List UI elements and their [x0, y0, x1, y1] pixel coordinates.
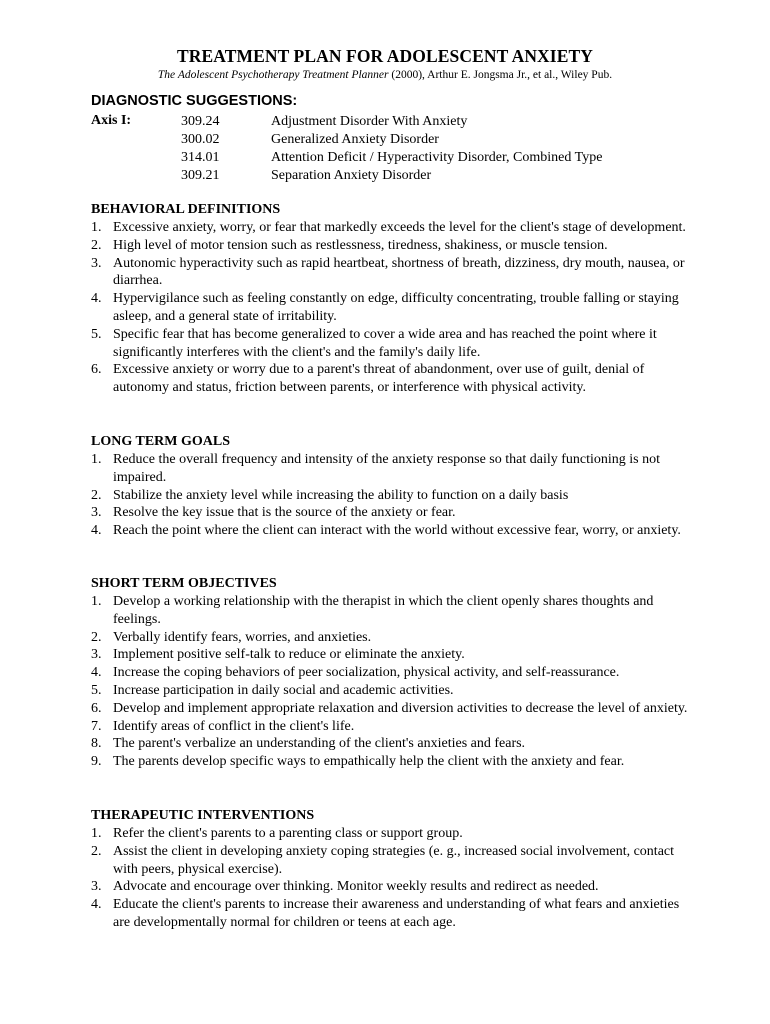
list-item	[91, 451, 691, 487]
item-number: 4.	[91, 665, 102, 681]
item-text: Resolve the key issue that is the source of the anxiety or fear.	[113, 505, 456, 521]
diagnosis-code: 309.24	[181, 114, 220, 129]
diagnosis-row	[181, 167, 602, 185]
item-text: Reduce the overall frequency and intensity of the anxiety response so that daily functioning is not impaired.	[113, 452, 661, 485]
item-number: 1.	[91, 826, 102, 841]
item-number: 7.	[91, 718, 102, 734]
diagnosis-row	[181, 113, 602, 131]
item-text: The parent's verbalize an understanding of the client's anxieties and fears.	[113, 736, 526, 752]
list-item	[91, 487, 691, 505]
list-item	[91, 593, 691, 629]
item-text: Implement positive self-talk to reduce or eliminate the anxiety.	[113, 647, 465, 663]
item-number: 4.	[91, 897, 102, 913]
list-item	[91, 326, 691, 362]
item-number: 1.	[91, 594, 102, 609]
diagnosis-description: Attention Deficit / Hyperactivity Disorder, Combined Type	[271, 150, 603, 165]
source-citation	[0, 69, 770, 81]
list-item	[91, 664, 691, 682]
item-number: 3.	[91, 255, 102, 271]
item-number: 2.	[91, 237, 102, 253]
axis-label: Axis I:	[91, 113, 132, 128]
list-item	[91, 896, 691, 932]
list-item	[91, 878, 691, 896]
list-item	[91, 700, 691, 718]
item-number: 2.	[91, 629, 102, 645]
item-number: 3.	[91, 505, 102, 521]
diagnosis-row	[181, 131, 602, 149]
long-term-goals-section	[91, 433, 691, 540]
list-item	[91, 753, 691, 771]
item-text: High level of motor tension such as restlessness, tiredness, shakiness, or muscle tension.	[113, 237, 608, 253]
item-text: Excessive anxiety, worry, or fear that markedly exceeds the level for the client's stage of development.	[113, 220, 686, 235]
item-text: Verbally identify fears, worries, and anxieties.	[113, 629, 372, 645]
item-number: 1.	[91, 220, 102, 235]
item-text: Increase the coping behaviors of peer socialization, physical activity, and self-reassurance.	[113, 665, 620, 681]
item-number: 3.	[91, 647, 102, 663]
therapeutic-interventions-section	[91, 807, 691, 932]
item-text: Autonomic hyperactivity such as rapid heartbeat, shortness of breath, dizziness, dry mouth, nausea, or diarrhea.	[113, 255, 685, 289]
item-text: Hypervigilance such as feeling constantly on edge, difficulty concentrating, trouble falling or staying asleep, and a general state of irritability.	[113, 291, 679, 324]
item-number: 3.	[91, 879, 102, 895]
item-number: 6.	[91, 700, 102, 716]
diagnosis-description: Generalized Anxiety Disorder	[271, 132, 439, 147]
diagnosis-description: Adjustment Disorder With Anxiety	[271, 114, 468, 129]
list-item	[91, 735, 691, 753]
short-term-objectives-heading: SHORT TERM OBJECTIVES	[91, 576, 277, 591]
list-item	[91, 646, 691, 664]
item-text: The parents develop specific ways to empathically help the client with the anxiety and fear.	[113, 754, 625, 770]
document-title: TREATMENT PLAN FOR ADOLESCENT ANXIETY	[176, 46, 593, 66]
list-item	[91, 255, 691, 291]
diagnosis-code: 314.01	[181, 150, 220, 165]
item-number: 2.	[91, 843, 102, 859]
therapeutic-interventions-heading: THERAPEUTIC INTERVENTIONS	[91, 808, 315, 823]
list-item	[91, 843, 691, 879]
behavioral-definitions-heading: BEHAVIORAL DEFINITIONS	[91, 202, 281, 217]
list-item	[91, 718, 691, 736]
diagnosis-code: 300.02	[181, 132, 220, 147]
item-text: Educate the client's parents to increase their awareness and understanding of what fears and anxieties are developmentally normal for children or teens at each age.	[113, 897, 680, 930]
source-details: (2000), Arthur E. Jongsma Jr., et al., Wiley Pub.	[388, 69, 613, 81]
item-text: Specific fear that has become generalized to cover a wide area and has reached the point where it significantly interferes with the client's and the family's daily life.	[113, 326, 657, 360]
item-number: 5.	[91, 326, 102, 342]
item-number: 1.	[91, 452, 102, 467]
behavioral-definitions-section	[91, 201, 691, 397]
item-text: Advocate and encourage over thinking. Monitor weekly results and redirect as needed.	[113, 879, 599, 895]
item-text: Assist the client in developing anxiety coping strategies (e. g., increased social involvement, contact with peers, physical exercise).	[113, 843, 675, 877]
list-item	[91, 290, 691, 326]
item-number: 2.	[91, 487, 102, 503]
list-item	[91, 682, 691, 700]
item-text: Reach the point where the client can interact with the world without excessive fear, worry, or anxiety.	[113, 523, 681, 539]
item-number: 4.	[91, 523, 102, 539]
list-item	[91, 522, 691, 540]
long-term-goals-heading: LONG TERM GOALS	[91, 434, 230, 449]
item-text: Stabilize the anxiety level while increasing the ability to function on a daily basis	[113, 487, 569, 503]
list-item	[91, 219, 691, 237]
item-number: 8.	[91, 736, 102, 752]
item-text: Identify areas of conflict in the client's life.	[113, 718, 355, 734]
item-text: Refer the client's parents to a parenting class or support group.	[113, 826, 463, 841]
list-item	[91, 825, 691, 843]
item-text: Increase participation in daily social and academic activities.	[113, 682, 454, 698]
item-text: Excessive anxiety or worry due to a parent's threat of abandonment, over use of guilt, denial of autonomy and status, friction between parents, or interference with physical activity.	[113, 362, 645, 396]
item-number: 6.	[91, 362, 102, 378]
list-item	[91, 504, 691, 522]
item-text: Develop and implement appropriate relaxation and diversion activities to decrease the level of anxiety.	[113, 700, 688, 716]
item-number: 5.	[91, 682, 102, 698]
list-item	[91, 361, 691, 397]
diagnosis-row	[181, 149, 602, 167]
item-number: 4.	[91, 291, 102, 307]
diagnosis-description: Separation Anxiety Disorder	[271, 168, 432, 183]
list-item	[91, 237, 691, 255]
diagnosis-code: 309.21	[181, 168, 220, 183]
short-term-objectives-section	[91, 575, 691, 771]
item-number: 9.	[91, 754, 102, 770]
item-text: Develop a working relationship with the therapist in which the client openly shares thoughts and feelings.	[113, 594, 654, 627]
list-item	[91, 629, 691, 647]
diagnosis-table	[181, 113, 602, 185]
diagnostic-heading: DIAGNOSTIC SUGGESTIONS:	[91, 93, 298, 109]
source-book-title: The Adolescent Psychotherapy Treatment Planner	[157, 69, 389, 81]
